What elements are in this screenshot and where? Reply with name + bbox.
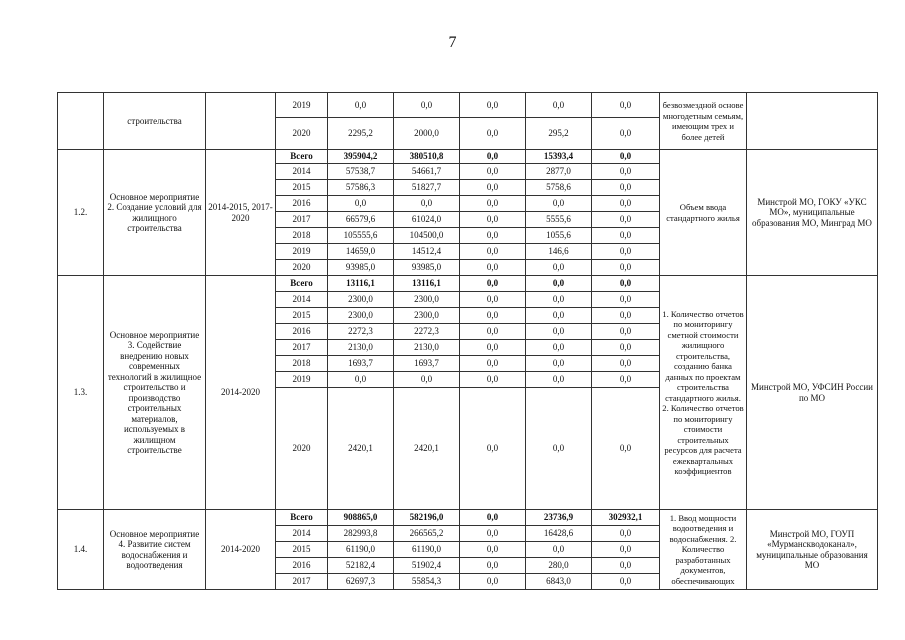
value-regional: 0,0 xyxy=(460,212,526,228)
value-regional: 0,0 xyxy=(460,228,526,244)
value-extra: 0,0 xyxy=(592,180,660,196)
year-cell: 2020 xyxy=(276,260,328,276)
year-cell: 2018 xyxy=(276,228,328,244)
value-extra: 0,0 xyxy=(592,324,660,340)
page-number: 7 xyxy=(448,34,457,51)
value-federal: 51827,7 xyxy=(394,180,460,196)
section-num: 1.4. xyxy=(58,510,104,590)
value-federal: 55854,3 xyxy=(394,574,460,590)
table-row xyxy=(58,150,878,164)
value-regional: 0,0 xyxy=(460,510,526,526)
value-extra: 0,0 xyxy=(592,542,660,558)
value-local: 0,0 xyxy=(526,308,592,324)
value-extra: 0,0 xyxy=(592,150,660,164)
year-cell: Всего xyxy=(276,276,328,292)
value-total: 52182,4 xyxy=(328,558,394,574)
value-federal: 0,0 xyxy=(394,196,460,212)
program-table xyxy=(57,92,878,590)
value-extra: 0,0 xyxy=(592,292,660,308)
value-extra: 0,0 xyxy=(592,260,660,276)
value-extra: 0,0 xyxy=(592,308,660,324)
value-extra: 0,0 xyxy=(592,340,660,356)
value-federal: 2130,0 xyxy=(394,340,460,356)
value-local: 146,6 xyxy=(526,244,592,260)
value-regional: 0,0 xyxy=(460,308,526,324)
value-extra: 0,0 xyxy=(592,244,660,260)
value-local: 6843,0 xyxy=(526,574,592,590)
year-cell: 2016 xyxy=(276,558,328,574)
value-total: 2130,0 xyxy=(328,340,394,356)
value-local: 1055,6 xyxy=(526,228,592,244)
value-regional: 0,0 xyxy=(460,244,526,260)
value-extra: 0,0 xyxy=(592,574,660,590)
value-regional: 0,0 xyxy=(460,574,526,590)
value-total: 57586,3 xyxy=(328,180,394,196)
value-total: 14659,0 xyxy=(328,244,394,260)
value-federal: 0,0 xyxy=(394,93,460,118)
value-extra: 0,0 xyxy=(592,118,660,150)
year-cell: 2018 xyxy=(276,356,328,372)
executor-cell xyxy=(747,93,878,150)
value-regional: 0,0 xyxy=(460,260,526,276)
year-cell: 2014 xyxy=(276,292,328,308)
value-local: 0,0 xyxy=(526,324,592,340)
value-regional: 0,0 xyxy=(460,372,526,388)
value-federal: 93985,0 xyxy=(394,260,460,276)
indicator-cell: Объем ввода стандартного жилья xyxy=(660,150,747,276)
year-cell: Всего xyxy=(276,150,328,164)
value-local: 2877,0 xyxy=(526,164,592,180)
value-total: 2272,3 xyxy=(328,324,394,340)
value-regional: 0,0 xyxy=(460,388,526,510)
year-cell: 2015 xyxy=(276,180,328,196)
value-federal: 2272,3 xyxy=(394,324,460,340)
executor-cell: Минстрой МО, ГОУП «Мурманскводоканал», муниципальные образования МО xyxy=(747,510,878,590)
value-local: 23736,9 xyxy=(526,510,592,526)
indicator-cell: безвозмездной основе многодетным семьям, имеющим трех и более детей xyxy=(660,93,747,150)
value-local: 0,0 xyxy=(526,542,592,558)
executor-cell: Минстрой МО, УФСИН России по МО xyxy=(747,276,878,510)
value-regional: 0,0 xyxy=(460,118,526,150)
value-total: 2300,0 xyxy=(328,308,394,324)
year-cell: 2014 xyxy=(276,526,328,542)
year-cell: Всего xyxy=(276,510,328,526)
value-local: 0,0 xyxy=(526,196,592,212)
value-local: 0,0 xyxy=(526,388,592,510)
value-extra: 0,0 xyxy=(592,388,660,510)
value-local: 0,0 xyxy=(526,276,592,292)
value-federal: 0,0 xyxy=(394,372,460,388)
value-extra: 0,0 xyxy=(592,526,660,542)
value-extra: 0,0 xyxy=(592,164,660,180)
value-extra: 0,0 xyxy=(592,212,660,228)
value-total: 0,0 xyxy=(328,196,394,212)
section-period: 2014-2020 xyxy=(206,510,276,590)
value-federal: 54661,7 xyxy=(394,164,460,180)
value-total: 57538,7 xyxy=(328,164,394,180)
value-regional: 0,0 xyxy=(460,558,526,574)
value-federal: 2300,0 xyxy=(394,292,460,308)
year-cell: 2017 xyxy=(276,212,328,228)
year-cell: 2015 xyxy=(276,308,328,324)
value-extra: 302932,1 xyxy=(592,510,660,526)
value-federal: 51902,4 xyxy=(394,558,460,574)
year-cell: 2017 xyxy=(276,340,328,356)
indicator-cell: 1. Количество отчетов по мониторингу сметной стоимости жилищного строительства, созданию банка данных по проектам строительства стандартного жилья. 2. Количество отчетов по мониторингу стоимости строительных ресурсов для расчета ежеквартальных коэффициентов xyxy=(660,276,747,510)
value-local: 16428,6 xyxy=(526,526,592,542)
value-federal: 380510,8 xyxy=(394,150,460,164)
section-num: 1.3. xyxy=(58,276,104,510)
value-regional: 0,0 xyxy=(460,276,526,292)
value-regional: 0,0 xyxy=(460,196,526,212)
value-federal: 582196,0 xyxy=(394,510,460,526)
value-regional: 0,0 xyxy=(460,150,526,164)
year-cell: 2020 xyxy=(276,118,328,150)
value-total: 62697,3 xyxy=(328,574,394,590)
year-cell: 2020 xyxy=(276,388,328,510)
value-local: 15393,4 xyxy=(526,150,592,164)
section-name: Основное мероприятие 3. Содействие внедрению новых современных технологий в жилищное строительство и производство строительных материалов, используемых в жилищном строительстве xyxy=(104,276,206,510)
table-row xyxy=(58,510,878,526)
value-federal: 13116,1 xyxy=(394,276,460,292)
value-federal: 266565,2 xyxy=(394,526,460,542)
value-federal: 2300,0 xyxy=(394,308,460,324)
value-total: 2300,0 xyxy=(328,292,394,308)
year-cell: 2014 xyxy=(276,164,328,180)
value-local: 295,2 xyxy=(526,118,592,150)
value-total: 61190,0 xyxy=(328,542,394,558)
value-total: 93985,0 xyxy=(328,260,394,276)
section-period: 2014-2015, 2017-2020 xyxy=(206,150,276,276)
year-cell: 2015 xyxy=(276,542,328,558)
value-regional: 0,0 xyxy=(460,542,526,558)
value-extra: 0,0 xyxy=(592,196,660,212)
section-num xyxy=(58,93,104,150)
value-local: 5555,6 xyxy=(526,212,592,228)
section-name: Основное мероприятие 2. Создание условий для жилищного строительства xyxy=(104,150,206,276)
value-total: 0,0 xyxy=(328,372,394,388)
value-regional: 0,0 xyxy=(460,356,526,372)
value-local: 0,0 xyxy=(526,372,592,388)
value-regional: 0,0 xyxy=(460,292,526,308)
value-local: 0,0 xyxy=(526,356,592,372)
value-extra: 0,0 xyxy=(592,93,660,118)
value-total: 2420,1 xyxy=(328,388,394,510)
value-federal: 61190,0 xyxy=(394,542,460,558)
value-regional: 0,0 xyxy=(460,526,526,542)
value-regional: 0,0 xyxy=(460,93,526,118)
value-extra: 0,0 xyxy=(592,276,660,292)
value-extra: 0,0 xyxy=(592,356,660,372)
value-local: 0,0 xyxy=(526,260,592,276)
table-row xyxy=(58,276,878,292)
value-federal: 1693,7 xyxy=(394,356,460,372)
section-period: 2014-2020 xyxy=(206,276,276,510)
value-total: 395904,2 xyxy=(328,150,394,164)
value-federal: 2000,0 xyxy=(394,118,460,150)
table-row xyxy=(58,93,878,118)
value-regional: 0,0 xyxy=(460,164,526,180)
value-extra: 0,0 xyxy=(592,228,660,244)
year-cell: 2019 xyxy=(276,244,328,260)
value-total: 908865,0 xyxy=(328,510,394,526)
value-total: 13116,1 xyxy=(328,276,394,292)
value-regional: 0,0 xyxy=(460,340,526,356)
value-local: 0,0 xyxy=(526,93,592,118)
section-num: 1.2. xyxy=(58,150,104,276)
year-cell: 2016 xyxy=(276,196,328,212)
year-cell: 2019 xyxy=(276,93,328,118)
value-federal: 2420,1 xyxy=(394,388,460,510)
value-total: 2295,2 xyxy=(328,118,394,150)
executor-cell: Минстрой МО, ГОКУ «УКС МО», муниципальные образования МО, Минград МО xyxy=(747,150,878,276)
year-cell: 2017 xyxy=(276,574,328,590)
value-extra: 0,0 xyxy=(592,558,660,574)
value-federal: 61024,0 xyxy=(394,212,460,228)
value-total: 282993,8 xyxy=(328,526,394,542)
value-extra: 0,0 xyxy=(592,372,660,388)
section-period xyxy=(206,93,276,150)
value-local: 0,0 xyxy=(526,340,592,356)
value-total: 1693,7 xyxy=(328,356,394,372)
value-local: 5758,6 xyxy=(526,180,592,196)
year-cell: 2019 xyxy=(276,372,328,388)
value-federal: 14512,4 xyxy=(394,244,460,260)
value-total: 66579,6 xyxy=(328,212,394,228)
value-federal: 104500,0 xyxy=(394,228,460,244)
value-total: 105555,6 xyxy=(328,228,394,244)
value-regional: 0,0 xyxy=(460,180,526,196)
value-local: 280,0 xyxy=(526,558,592,574)
section-name: строительства xyxy=(104,93,206,150)
value-regional: 0,0 xyxy=(460,324,526,340)
value-total: 0,0 xyxy=(328,93,394,118)
section-name: Основное мероприятие 4. Развитие систем водоснабжения и водоотведения xyxy=(104,510,206,590)
value-local: 0,0 xyxy=(526,292,592,308)
indicator-cell: 1. Ввод мощности водоотведения и водоснабжения. 2. Количество разработанных документов, обеспечивающих xyxy=(660,510,747,590)
year-cell: 2016 xyxy=(276,324,328,340)
